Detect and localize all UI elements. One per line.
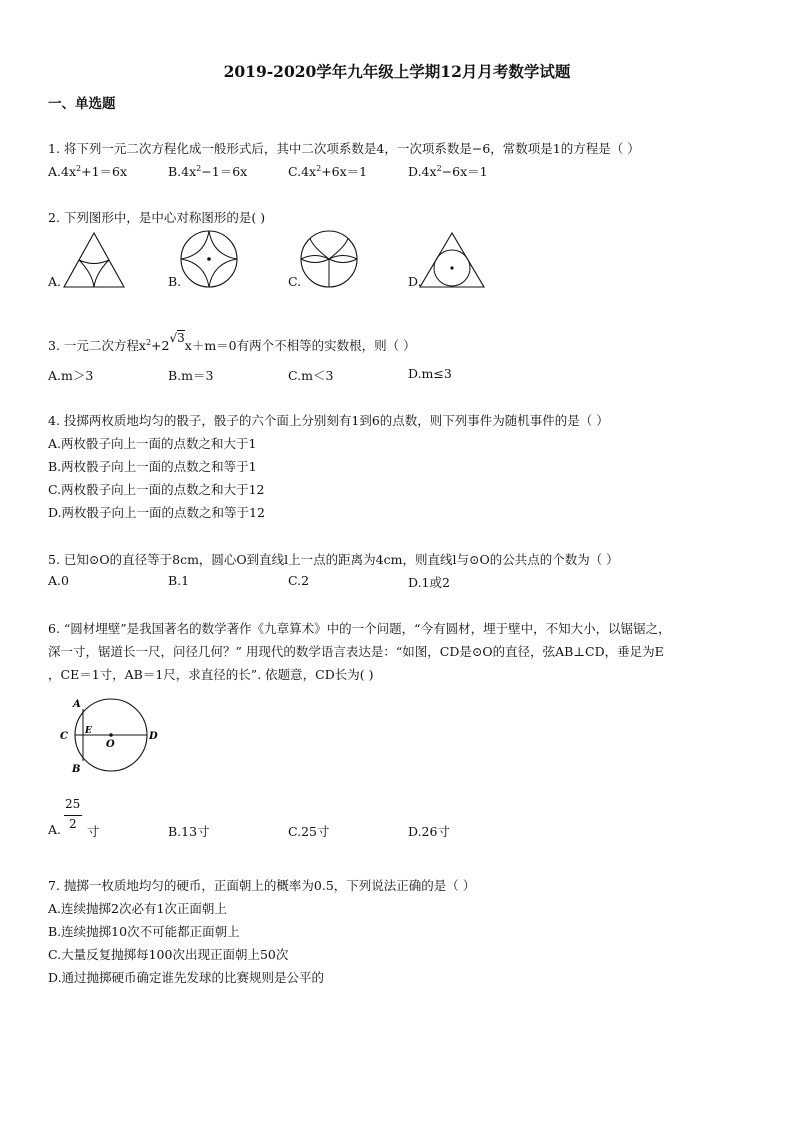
section-heading: 一、单选题 — [48, 96, 116, 112]
q6-option-a[interactable]: A. — [48, 822, 62, 837]
q3-option-c[interactable]: C.m＜3 — [288, 368, 334, 383]
q7-option-a[interactable]: A.连续抛掷2次必有1次正面朝上 — [48, 901, 227, 916]
circle-three-petals-figure — [298, 228, 360, 290]
q5-option-c[interactable]: C.2 — [288, 573, 310, 588]
label-d: D — [149, 731, 158, 742]
q1-option-a[interactable]: $A.4x^2+1=6x$ — [48, 164, 128, 179]
label-o: O — [106, 739, 115, 750]
q6-option-a-denominator: 2 — [69, 817, 77, 831]
q6-option-a-unit: 寸 — [87, 824, 100, 839]
question-6-line-1: 6. “圆材埋壁”是我国著名的数学著作《九章算术》中的一个问题，“今有圆材，埋于壁中，不知大小，以锯锯之， — [48, 621, 671, 636]
q7-option-d[interactable]: D.通过抛掷硬币确定谁先发球的比赛规则是公平的 — [48, 970, 325, 985]
circle-inscribed-square-figure — [178, 228, 240, 290]
q5-option-b[interactable]: B.1 — [168, 573, 190, 588]
q2-option-c[interactable]: C. — [288, 274, 302, 289]
question-3-stem: 3. 一元二次方程$x^2+2√3x+m=0$有两个不相等的实数根，则（ ） — [48, 331, 416, 353]
question-7-stem: 7. 抛掷一枚质地均匀的硬币，正面朝上的概率为0.5，下列说法正确的是（ ） — [48, 878, 476, 893]
q1-option-c[interactable]: $C.4x^2+6x=1$ — [288, 164, 368, 179]
q4-option-a[interactable]: A.两枚骰子向上一面的点数之和大于1 — [48, 436, 257, 451]
sqrt-symbol: √ — [169, 331, 178, 345]
q6-option-c[interactable]: C.25寸 — [288, 824, 330, 839]
question-6-line-2: 深一寸，锯道长一尺，问径几何？” 用现代的数学语言表达是：“如图，CD是⊙O的直径，弦AB⊥CD，垂足为E — [48, 644, 664, 659]
question-1-stem: 1. 将下列一元二次方程化成一般形式后，其中二次项系数是4，一次项系数是−6，常数项是1的方程是（ ） — [48, 141, 640, 156]
q2-option-d[interactable]: D. — [408, 274, 422, 289]
label-e: E — [85, 726, 92, 736]
q6-option-b[interactable]: B.13寸 — [168, 824, 210, 839]
q6-option-a-numerator: 25 — [65, 797, 81, 811]
question-5-stem: 5. 已知⊙O的直径等于8cm，圆心O到直线l上一点的距离为4cm，则直线l与⊙O的公共点的个数为（ ） — [48, 552, 619, 567]
question-6-line-3: ，CE＝1寸，AB＝1尺，求直径的长”. 依题意，CD长为( ) — [48, 667, 374, 682]
circle-chord-figure — [56, 694, 166, 778]
q3-option-b[interactable]: B.m＝3 — [168, 368, 214, 383]
q1-option-d[interactable]: $D.4x^2-6x=1$ — [408, 164, 488, 179]
q3-option-d[interactable]: D.m≤3 — [408, 366, 452, 381]
triangle-arcs-figure — [62, 230, 126, 290]
q4-option-d[interactable]: D.两枚骰子向上一面的点数之和等于12 — [48, 505, 265, 520]
fraction-bar — [64, 815, 82, 816]
question-2-stem: 2. 下列图形中，是中心对称图形的是( ) — [48, 210, 266, 225]
q5-option-d[interactable]: D.1或2 — [408, 575, 450, 590]
q7-option-b[interactable]: B.连续抛掷10次不可能都正面朝上 — [48, 924, 240, 939]
q1-option-b[interactable]: $B.4x^2-1=6x$ — [168, 164, 248, 179]
label-c: C — [60, 731, 68, 742]
q4-option-c[interactable]: C.两枚骰子向上一面的点数之和大于12 — [48, 482, 265, 497]
q2-option-a[interactable]: A. — [48, 274, 62, 289]
q2-option-b[interactable]: B. — [168, 274, 182, 289]
q6-option-d[interactable]: D.26寸 — [408, 824, 450, 839]
triangle-incircle-figure — [418, 230, 486, 290]
label-b: B — [72, 764, 81, 775]
q5-option-a[interactable]: A.0 — [48, 573, 69, 588]
page-title: 2019-2020学年九年级上学期12月月考数学试题 — [223, 62, 571, 81]
question-4-stem: 4. 投掷两枚质地均匀的骰子，骰子的六个面上分别刻有1到6的点数，则下列事件为随机事件的是（ ） — [48, 413, 609, 428]
q7-option-c[interactable]: C.大量反复抛掷每100次出现正面朝上50次 — [48, 947, 289, 962]
q3-option-a[interactable]: A.m＞3 — [48, 368, 94, 383]
q4-option-b[interactable]: B.两枚骰子向上一面的点数之和等于1 — [48, 459, 257, 474]
label-a: A — [73, 699, 81, 710]
